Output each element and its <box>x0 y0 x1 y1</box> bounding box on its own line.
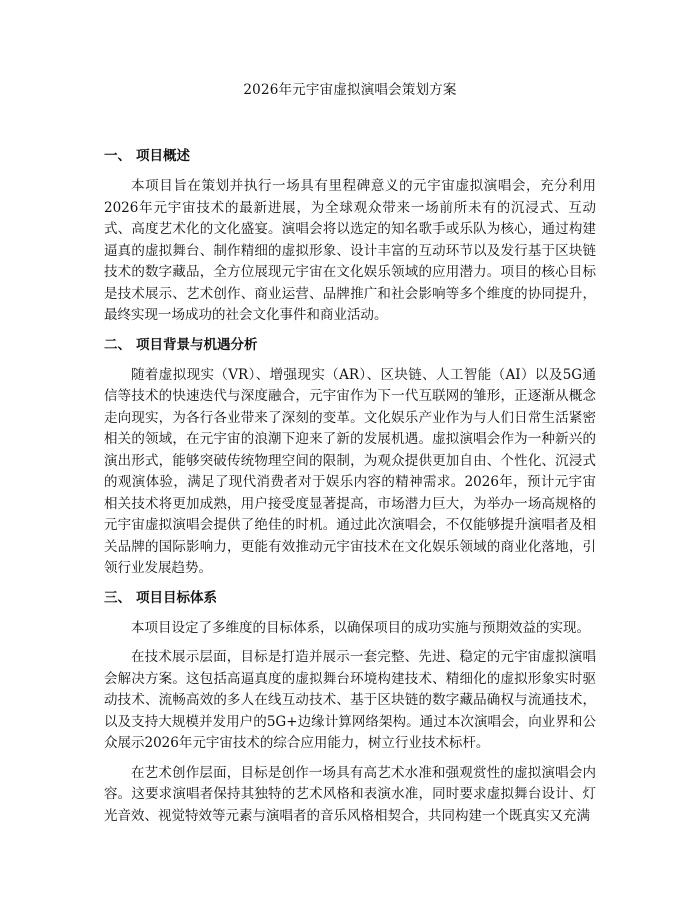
section-number: 二、 <box>104 336 131 353</box>
section-background <box>104 335 596 580</box>
paragraph: 本项目设定了多维度的目标体系，以确保项目的成功实施与预期效益的实现。 <box>131 619 590 636</box>
paragraph: 随着虚拟现实（VR）、增强现实（AR）、区块链、人工智能（AI）以及5G通信等技术的快速迭代与深度融合，元宇宙作为下一代互联网的雏形，正逐渐从概念走向现实，为各行各业带来了深刻的变革。文化娱乐产业作为与人们日常生活紧密相关的领域，在元宇宙的浪潮下迎来了新的发展机遇。虚拟演唱会作为一种新兴的演出形式，能够突破传统物理空间的限制，为观众提供更加自由、个性化、沉浸式的观演体验，满足了现代消费者对于娱乐内容的精神需求。2026年，预计元宇宙相关技术将更加成熟，用户接受度显著提高，市场潜力巨大，为举办一场高规格的元宇宙虚拟演唱会提供了绝佳的时机。通过此次演唱会，不仅能够提升演唱者及相关品牌的国际影响力，更能有效推动元宇宙技术在文化娱乐领域的商业化落地，引领行业发展趋势。 <box>104 366 596 576</box>
section-heading <box>104 588 596 608</box>
document-title: 2026年元宇宙虚拟演唱会策划方案 <box>243 82 457 98</box>
section-title: 项目目标体系 <box>136 589 217 606</box>
section-goals <box>104 588 596 828</box>
paragraph: 在艺术创作层面，目标是创作一场具有高艺术水准和强观赏性的虚拟演唱会内容。这要求演唱者保持其独特的艺术风格和表演水准，同时要求虚拟舞台设计、灯光音效、视觉特效等元素与演唱者的音乐风格相契合，共同构建一个既真实又充满 <box>104 764 596 824</box>
section-heading <box>104 146 596 166</box>
paragraph: 在技术展示层面，目标是打造并展示一套完整、先进、稳定的元宇宙虚拟演唱会解决方案。这包括高逼真度的虚拟舞台环境构建技术、精细化的虚拟形象实时驱动技术、流畅高效的多人在线互动技术、基于区块链的数字藏品确权与流通技术，以及支持大规模并发用户的5G+边缘计算网络架构。通过本次演唱会，向业界和公众展示2026年元宇宙技术的综合应用能力，树立行业技术标杆。 <box>104 649 596 751</box>
section-number: 三、 <box>104 589 131 606</box>
section-overview <box>104 146 596 327</box>
section-title: 项目概述 <box>136 148 190 164</box>
paragraph: 本项目旨在策划并执行一场具有里程碑意义的元宇宙虚拟演唱会，充分利用2026年元宇宙技术的最新进展，为全球观众带来一场前所未有的沉浸式、互动式、高度艺术化的文化盛宴。演唱会将以选定的知名歌手或乐队为核心，通过构建逼真的虚拟舞台、制作精细的虚拟形象、设计丰富的互动环节以及发行基于区块链技术的数字藏品，全方位展现元宇宙在文化娱乐领域的应用潜力。项目的核心目标是技术展示、艺术创作、商业运营、品牌推广和社会影响等多个维度的协同提升，最终实现一场成功的社会文化事件和商业活动。 <box>104 178 596 323</box>
section-heading <box>104 335 596 355</box>
section-number: 一、 <box>104 148 131 164</box>
section-title: 项目背景与机遇分析 <box>136 336 258 353</box>
